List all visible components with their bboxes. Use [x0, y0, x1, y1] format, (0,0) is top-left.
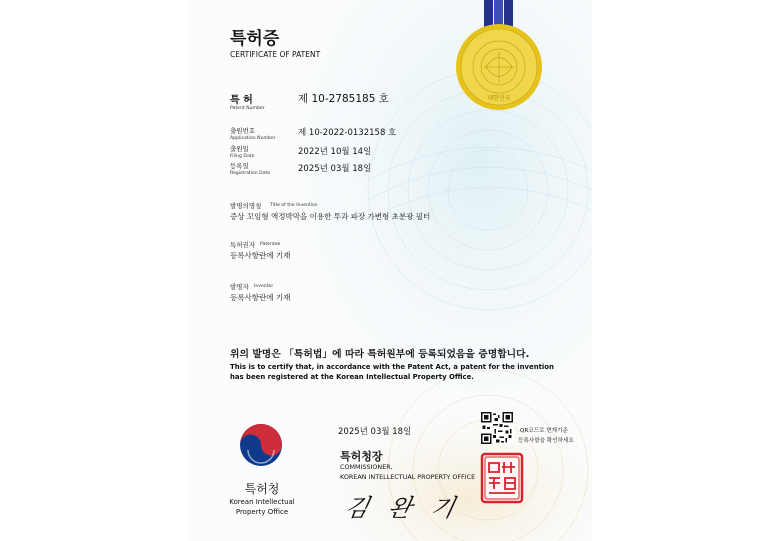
certification-statement-en-1: This is to certify that, in accordance with the Patent Act, a patent for the invention [230, 363, 554, 371]
certificate [188, 0, 592, 541]
signature: 김 완 기 [342, 494, 464, 522]
issue-date: 2025년 03월 18일 [338, 427, 412, 437]
inventor-label: 발명자 [230, 283, 249, 291]
filing-date-value: 2022년 10월 14일 [298, 147, 372, 157]
registration-date-label-en: Registration Date [230, 171, 271, 176]
commissioner-title-en-1: COMMISSIONER, [340, 463, 393, 471]
official-stamp [480, 452, 524, 504]
certification-statement-ko: 위의 발명은 「특허법」에 따라 특허원부에 등록되었음을 증명합니다. [230, 349, 530, 360]
page-subtitle: CERTIFICATE OF PATENT [230, 50, 321, 59]
filing-date-label-en: Filing Date [230, 154, 255, 159]
patentee-label: 특허권자 [230, 241, 256, 249]
office-name-en-1: Korean Intellectual [229, 498, 295, 506]
qr-code [481, 412, 513, 444]
certification-statement-en-2: has been registered at the Korean Intellectual Property Office. [230, 373, 474, 381]
filing-date-label: 출원일 [230, 145, 249, 153]
registration-date-label: 등록일 [230, 162, 249, 170]
patentee-label-en: Patentee [260, 242, 281, 247]
application-number-label: 출원번호 [230, 127, 256, 135]
office-name-en-2: Property Office [235, 508, 289, 516]
gold-seal [452, 20, 546, 114]
patent-number-value: 제 10-2785185 호 [298, 93, 389, 105]
application-number-label-en: Application Number [230, 136, 276, 141]
patent-number-label-en: Patent Number [230, 106, 265, 111]
office-name-ko: 특허청 [244, 482, 280, 496]
registration-date-value: 2025년 03월 18일 [298, 164, 372, 174]
patent-number-label: 특 허 [230, 95, 253, 106]
inventor-value: 등록사항란에 기재 [230, 293, 291, 302]
commissioner-title-en-2: KOREAN INTELLECTUAL PROPERTY OFFICE [340, 473, 476, 481]
commissioner-title-ko: 특허청장 [340, 450, 383, 463]
kipo-logo-icon [238, 422, 284, 468]
patentee-value: 등록사항란에 기재 [230, 251, 291, 260]
application-number-value: 제 10-2022-0132158 호 [298, 128, 397, 138]
invention-title-label-en: Title of the Invention [270, 203, 318, 208]
page-title: 특허증 [230, 29, 280, 49]
invention-title-value: 증상 꼬임형 액정박막을 이용한 투과 파장 가변형 초분광 필터 [230, 212, 431, 221]
svg-text:대한민국: 대한민국 [487, 95, 511, 102]
inventor-label-en: Inventor [254, 284, 274, 289]
qr-note-1: QR코드로 현재기준 [520, 428, 568, 434]
qr-note-2: 등록사항을 확인하세요 [518, 438, 574, 444]
invention-title-label: 발명의명칭 [230, 202, 262, 210]
